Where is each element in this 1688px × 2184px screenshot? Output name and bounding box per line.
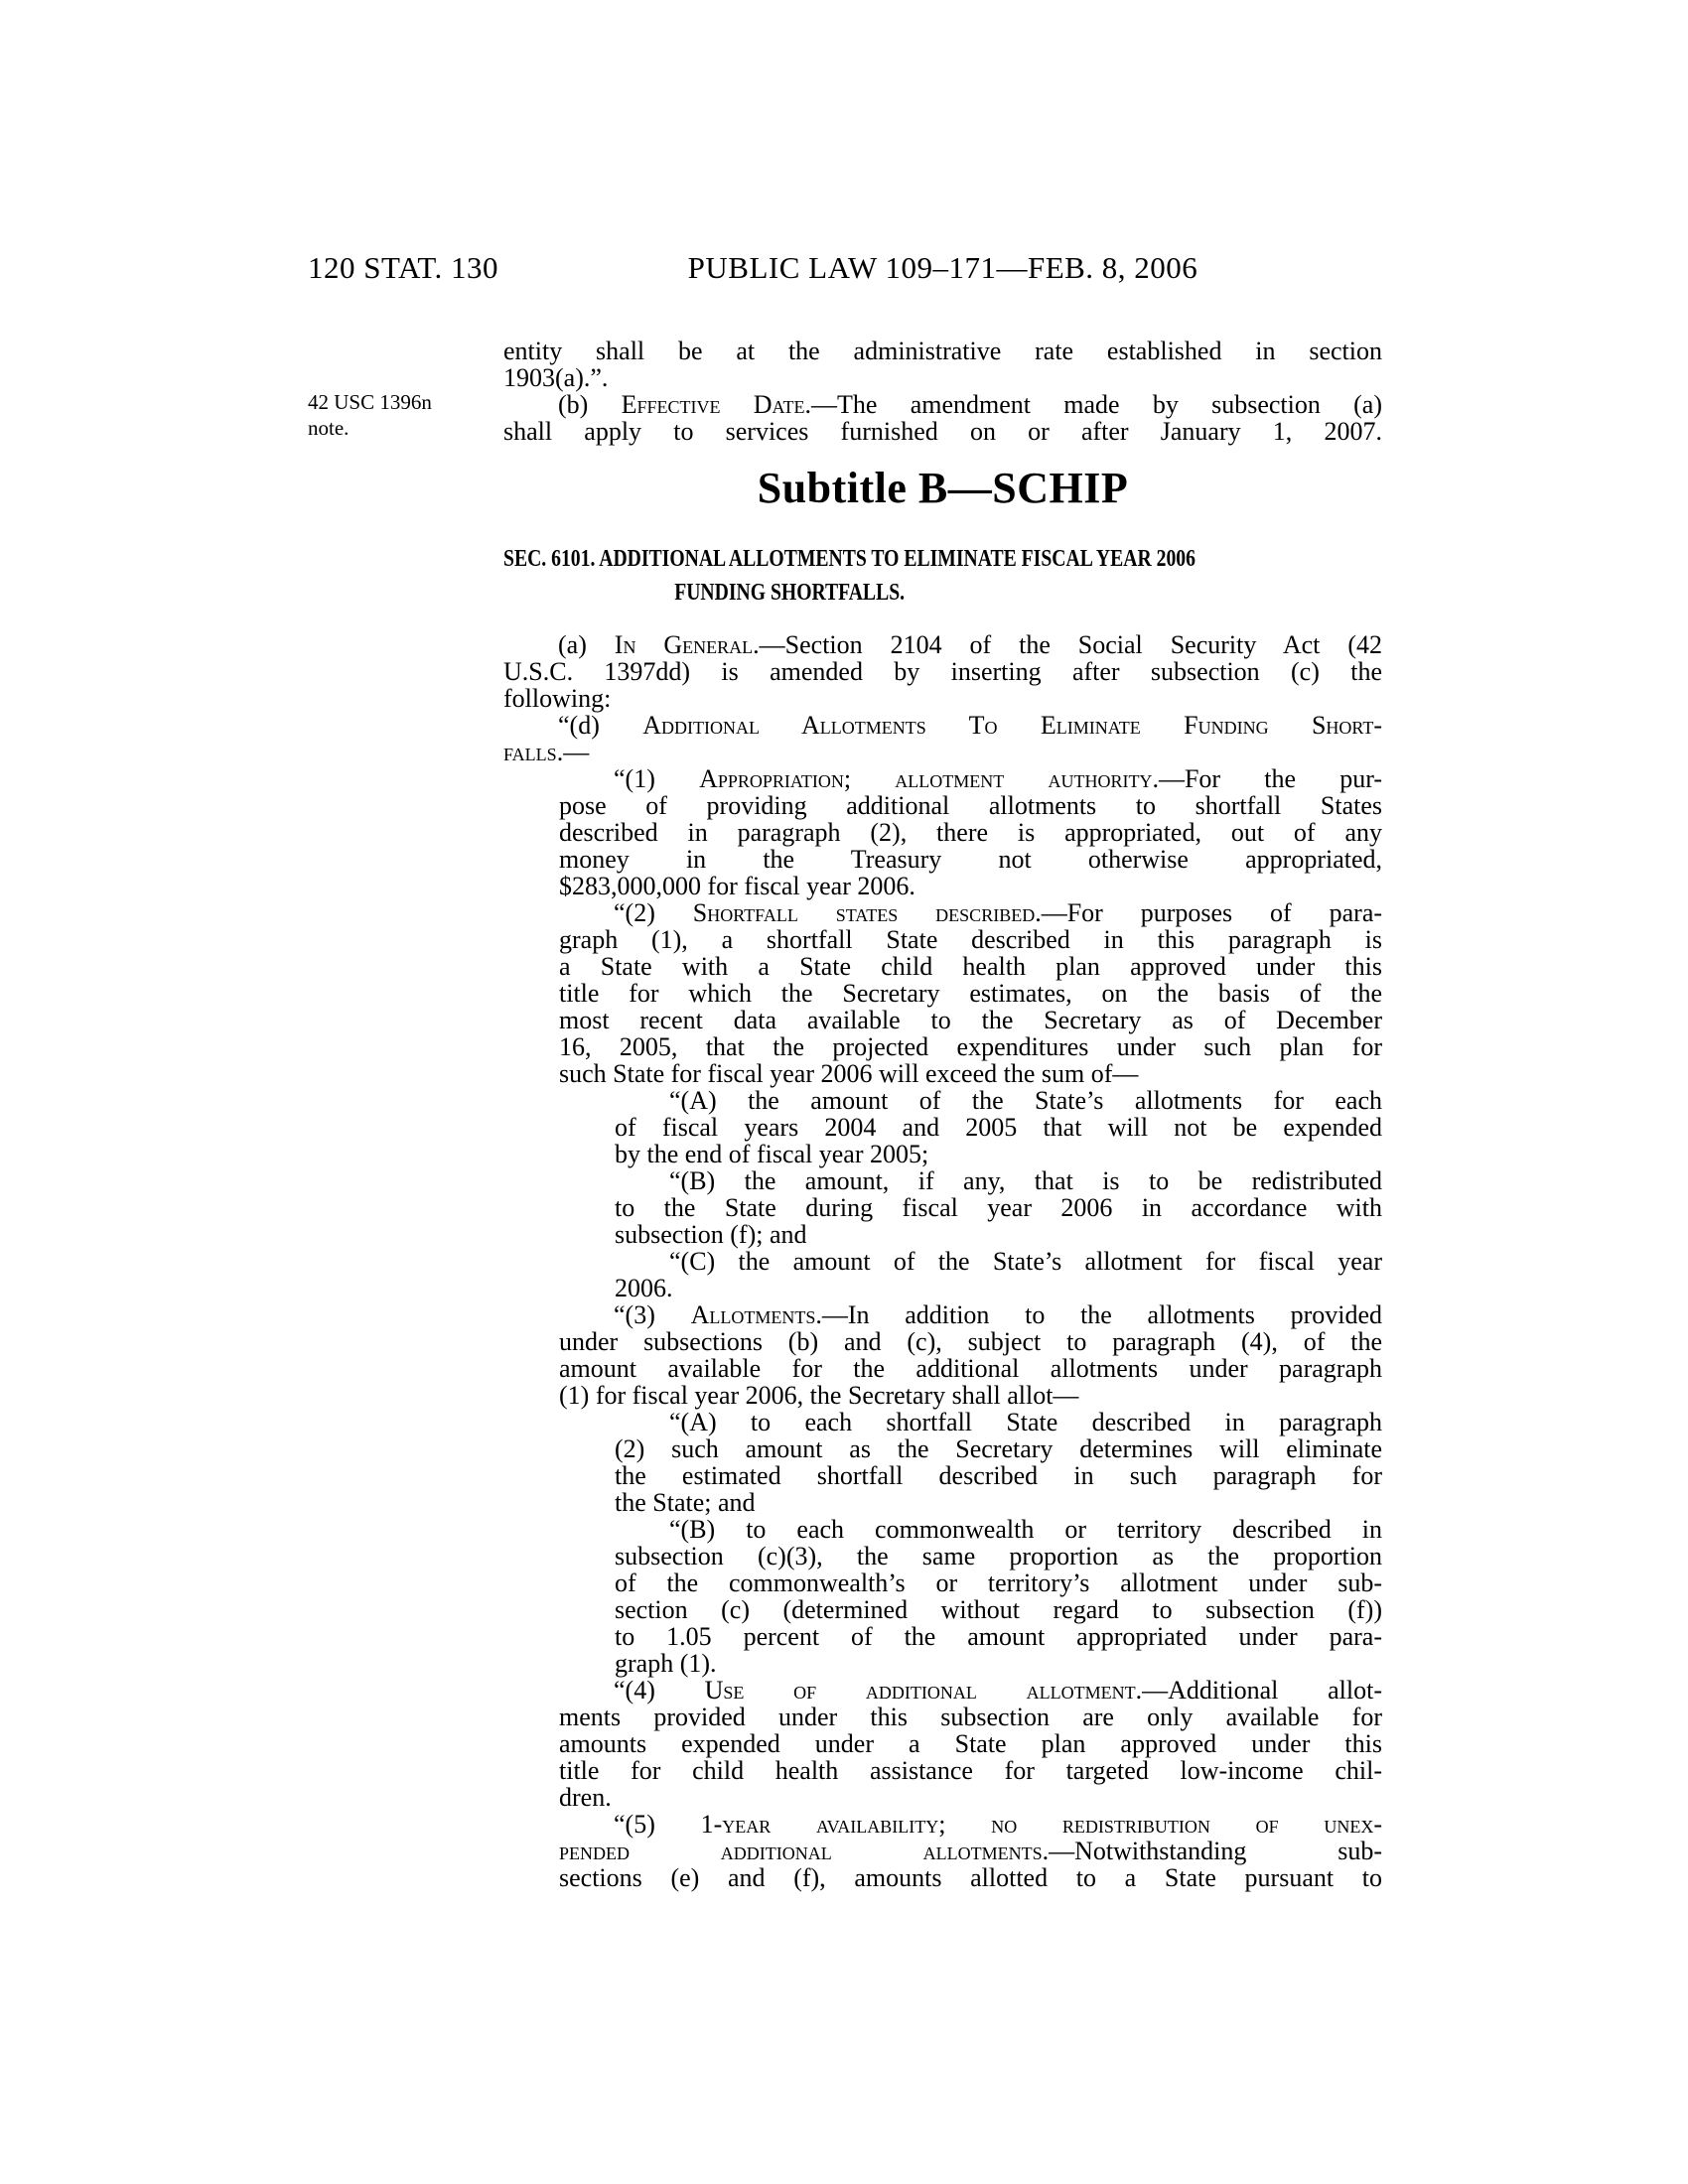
body-text: under subsections (b) and (c), subject to paragraph (4), of the [559,1327,1382,1356]
smallcaps-text: Appropriation; allotment authority [699,764,1153,793]
body-text: amount available for the additional allotments under paragraph [559,1354,1382,1383]
text-line [615,1596,1382,1623]
body-text: described in paragraph (2), there is appropriated, out of any [559,818,1382,847]
running-head [308,250,1382,285]
smallcaps-text: year availability; no redistribution of unex- [722,1810,1383,1839]
text-line [559,873,1382,899]
text-line [615,1409,1382,1435]
body-text: the estimated shortfall described in such paragraph for [615,1461,1382,1490]
body-text: “(1) [614,764,700,793]
body-text: subsection (f); and [615,1220,807,1249]
para-2-shortfall-states-described [559,899,1382,1087]
body-text: following: [503,684,612,713]
para-1-appropriation [559,765,1382,899]
section-heading-line2: FUNDING SHORTFALLS. [674,580,906,606]
margin-note-line1: 42 USC 1396n [308,390,432,414]
text-line [559,1730,1382,1757]
text-line [615,1248,1382,1275]
text-line [559,1864,1382,1891]
body-text: sections (e) and (f), amounts allotted to a State pursuant to [559,1863,1382,1892]
text-line [615,1516,1382,1543]
para-3A-shortfall-state-allot [615,1409,1382,1516]
body-text: .—Notwithstanding sub- [1042,1837,1382,1865]
body-text: “(2) [614,898,693,927]
smallcaps-text: Shortfall states described [692,898,1036,927]
body-text: .— [556,738,590,766]
text-line [503,364,1382,391]
text-line [559,1328,1382,1355]
text-line [615,1462,1382,1489]
smallcaps-text: In General [614,630,754,659]
para-3-allotments [559,1301,1382,1409]
text-line [503,712,1382,739]
body-text: dren. [559,1783,612,1812]
text-line [503,631,1382,658]
body-text: .—The amendment made by subsection (a) [804,390,1382,419]
text-line [615,1275,1382,1301]
text-line [559,1677,1382,1704]
body-text: “(A) to each shortfall State described in paragraph [669,1408,1382,1436]
body-text: pose of providing additional allotments to shortfall States [559,791,1382,820]
text-line [559,1704,1382,1730]
body-text: (b) [558,390,622,419]
text-line [559,792,1382,819]
body-text: the State; and [615,1488,756,1517]
smallcaps-text: Effective Date [621,390,805,419]
body-text: $283,000,000 for fiscal year 2006. [559,872,915,900]
text-line [559,1382,1382,1409]
text-line [503,739,1382,765]
body-text: ments provided under this subsection are only available for [559,1703,1382,1731]
text-line [559,1007,1382,1033]
body-paragraphs-main [503,631,1382,1891]
text-line [559,899,1382,926]
body-text: to 1.05 percent of the amount appropriated under para- [615,1622,1382,1651]
body-text: “(C) the amount of the State’s allotment for fiscal year [669,1247,1382,1276]
body-text: graph (1). [615,1649,717,1678]
body-text: (a) [558,630,615,659]
margin-note-line2: note. [308,416,350,440]
body-paragraphs-top [503,338,1382,445]
body-text: “(3) [614,1300,691,1329]
smallcaps-text: falls [503,738,557,766]
body-text: “(d) [558,711,643,740]
text-line [615,1194,1382,1221]
text-line [615,1435,1382,1462]
text-line [615,1141,1382,1167]
text-line [559,846,1382,873]
text-line [615,1570,1382,1596]
text-line [503,658,1382,685]
body-text: section (c) (determined without regard to subsection (f)) [615,1595,1382,1624]
text-line [559,1301,1382,1328]
text-line [559,1060,1382,1087]
text-line [559,1784,1382,1811]
body-text: 2006. [615,1274,673,1302]
text-line [559,1757,1382,1784]
body-text: “(B) to each commonwealth or territory described in [669,1515,1382,1544]
text-line [503,338,1382,364]
para-b-effective-date [503,391,1382,445]
smallcaps-text: Use of additional allotment [704,1676,1136,1705]
body-text: title for child health assistance for targeted low-income chil- [559,1756,1382,1785]
text-line [559,980,1382,1007]
stat-page-number: 120 STAT. 130 [308,250,499,285]
body-text: subsection (c)(3), the same proportion as the proportion [615,1542,1382,1570]
para-a-in-general [503,631,1382,712]
para-amendment-continuation [503,338,1382,391]
body-text: of the commonwealth’s or territory’s allotment under sub- [615,1569,1382,1597]
para-2A-allotments-2004-2005 [615,1087,1382,1167]
text-line [615,1543,1382,1570]
text-line [615,1167,1382,1194]
text-line [503,391,1382,418]
subtitle-heading: Subtitle B—SCHIP [757,464,1129,512]
text-line [559,953,1382,980]
body-text: title for which the Secretary estimates, on the basis of the [559,979,1382,1008]
text-line [559,926,1382,953]
body-text: .—Section 2104 of the Social Security Act (42 [753,630,1382,659]
body-text: “(5) 1- [614,1810,723,1839]
body-text: .—Additional allot- [1135,1676,1382,1705]
text-line [559,765,1382,792]
para-4-use-of-additional-allotment [559,1677,1382,1811]
para-3B-commonwealth-territory [615,1516,1382,1677]
para-d-additional-allotments [503,712,1382,765]
text-line [503,418,1382,445]
para-5-one-year-availability [559,1811,1382,1891]
body-column [503,338,1382,1891]
body-text: a State with a State child health plan approved under this [559,952,1382,981]
text-line [559,1811,1382,1838]
para-2C-allotment-2006 [615,1248,1382,1301]
body-text: .—For purposes of para- [1035,898,1383,927]
body-text: “(B) the amount, if any, that is to be redistributed [669,1166,1382,1195]
margin-note-usc-citation [308,389,482,441]
text-line [615,1623,1382,1650]
body-text: (2) such amount as the Secretary determines will eliminate [615,1434,1382,1463]
section-heading-line1: SEC. 6101. ADDITIONAL ALLOTMENTS TO ELIMINATE FISCAL YEAR 2006 [503,546,1196,572]
smallcaps-text: pended additional allotments [559,1837,1043,1865]
body-text: .—For the pur- [1152,764,1382,793]
body-text: (1) for fiscal year 2006, the Secretary shall allot— [559,1381,1079,1410]
smallcaps-text: Allotments [690,1300,816,1329]
body-text: 16, 2005, that the projected expenditures under such plan for [559,1032,1382,1061]
text-line [559,819,1382,846]
body-text: of fiscal years 2004 and 2005 that will not be expended [615,1113,1382,1142]
body-text: graph (1), a shortfall State described in this paragraph is [559,925,1382,954]
body-text: 1903(a).”. [503,363,609,392]
text-line [615,1221,1382,1248]
body-text: amounts expended under a State plan approved under this [559,1729,1382,1758]
text-line [615,1087,1382,1114]
text-line [615,1114,1382,1141]
body-text: entity shall be at the administrative rate established in section [503,337,1382,365]
text-line [503,685,1382,712]
text-line [559,1355,1382,1382]
body-text: such State for fiscal year 2006 will exceed the sum of— [559,1059,1139,1088]
body-text: money in the Treasury not otherwise appropriated, [559,845,1382,874]
text-line [615,1650,1382,1677]
law-title: PUBLIC LAW 109–171—FEB. 8, 2006 [687,250,1198,285]
body-text: by the end of fiscal year 2005; [615,1140,929,1168]
body-text: .—In addition to the allotments provided [815,1300,1382,1329]
body-text: “(A) the amount of the State’s allotments for each [669,1086,1382,1115]
section-heading [503,542,1382,610]
body-text: U.S.C. 1397dd) is amended by inserting after subsection (c) the [503,657,1382,686]
body-text: to the State during fiscal year 2006 in accordance with [615,1193,1382,1222]
body-text: most recent data available to the Secretary as of December [559,1006,1382,1034]
body-text: “(4) [614,1676,705,1705]
body-text: shall apply to services furnished on or after January 1, 2007. [503,417,1382,446]
text-line [615,1489,1382,1516]
para-2B-redistributed-amount [615,1167,1382,1248]
smallcaps-text: Additional Allotments To Eliminate Funding Short- [642,711,1383,740]
text-line [559,1033,1382,1060]
text-line [559,1838,1382,1864]
